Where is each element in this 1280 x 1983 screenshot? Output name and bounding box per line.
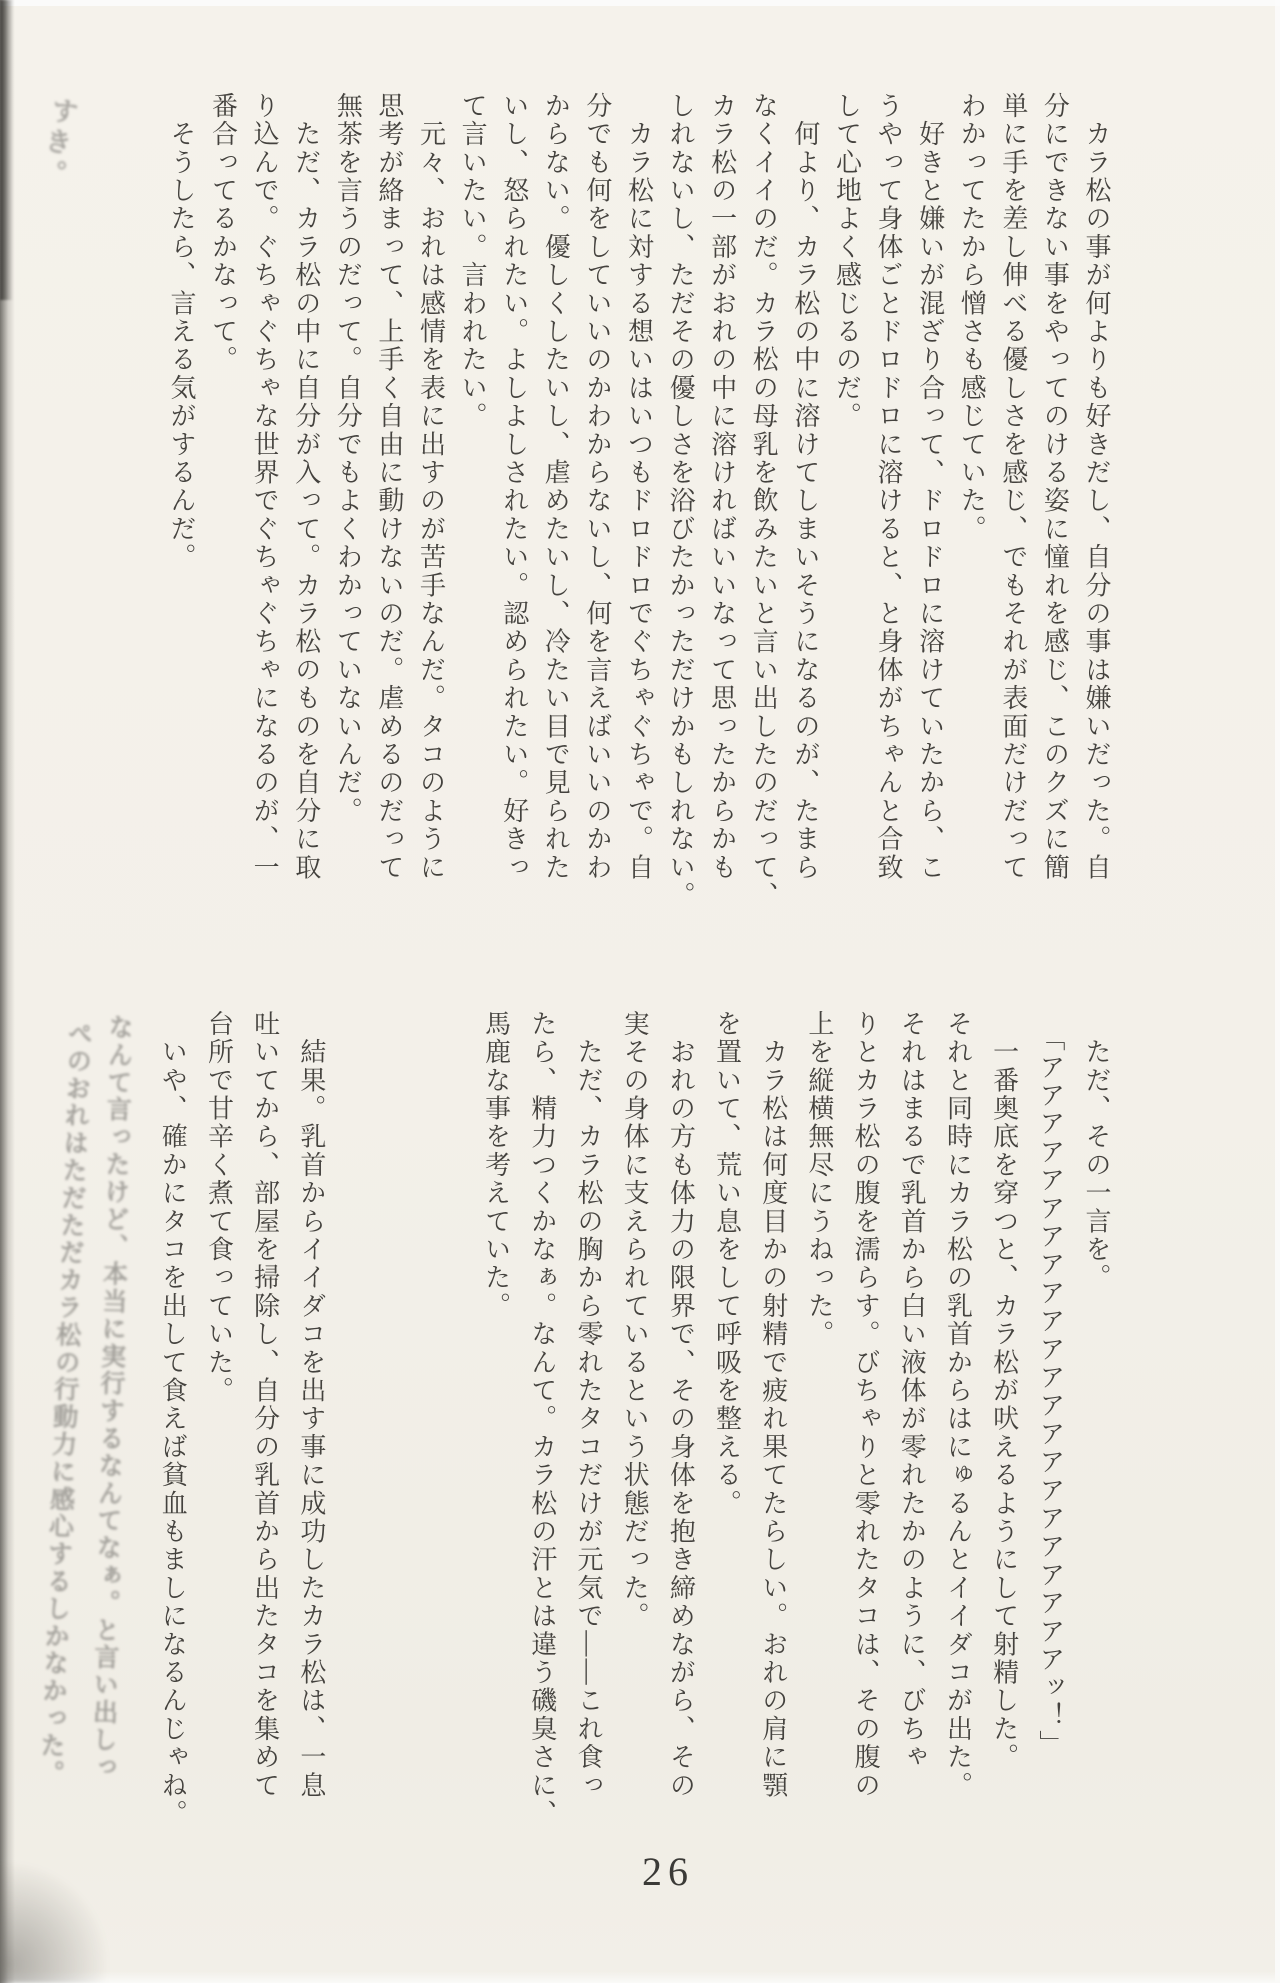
text-column: それと同時にカラ松の乳首からはにゅるんとイイダコが出た。 [943,1010,973,1800]
scan-smudge-bottom-left [0,1860,110,1983]
text-column [416,1010,462,1842]
text-column: たら、精力つくかなぁ。なんて。カラ松の汗とは違う磯臭さに、 [527,1010,557,1828]
text-column: 馬鹿な事を考えていた。 [481,1010,511,1321]
page-edge-right [1275,0,1280,1983]
text-column: 台所で甘辛く煮て食っていた。 [204,1010,234,1405]
text-column [370,1010,416,1842]
text-column: て言いたい。言われたい。 [458,92,488,431]
text-column: 思考が絡まって、上手く自由に動けないのだ。虐めるのだって [374,92,404,882]
text-column: そうしたら、言える気がするんだ。 [166,92,196,572]
text-column: 番合ってるかなって。 [208,92,238,374]
text-column: 結果。乳首からイイダコを出す事に成功したカラ松は、一息 [296,1010,326,1800]
ghost-text-column: ぺのおれはただただカラ松の行動力に感心するしかなかった。 [35,1019,92,1788]
page-edge-top [0,0,1280,6]
page-edge-bottom [0,1971,1280,1983]
text-column: いし、怒られたい。よしよしされたい。認められたい。好きっ [499,92,529,882]
text-column: 無茶を言うのだって。自分でもよくわかっていないんだ。 [333,92,363,826]
text-column: しれないし、ただその優しさを浴びたかっただけかもしれない。 [666,92,696,910]
text-column: それはまるで乳首から白い液体が零れたかのように、びちゃ [897,1010,927,1772]
text-column: 分でも何をしていいのかわからないし、何を言えばいいのかわ [582,92,612,882]
text-column: 上を縦横無尽にうねった。 [804,1010,834,1349]
text-column: を置いて、荒い息をして呼吸を整える。 [712,1010,742,1518]
text-column: ただ、カラ松の中に自分が入って。カラ松のものを自分に取 [291,92,321,882]
text-column [324,1010,370,1842]
text-column: ただ、その一言を。 [1082,1010,1111,1292]
text-column: おれの方も体力の限界で、その身体を抱き締めながら、その [666,1010,696,1800]
text-column: 何より、カラ松の中に溶けてしまいそうになるのが、たまら [790,92,820,882]
text-column: なくイイのだ。カラ松の母乳を飲みたいと言い出したのだって、 [749,92,779,910]
text-column: カラ松は何度目かの射精で疲れ果てたらしい。おれの肩に顎 [758,1010,788,1800]
text-column: カラ松の事が何よりも好きだし、自分の事は嫌いだった。自 [1082,92,1111,882]
margin-ghost-note: すき。 [32,94,80,192]
text-column: 実その身体に支えられているという状態だった。 [620,1010,650,1631]
text-column: 一番奥底を穿つと、カラ松が吠えるようにして射精した。 [989,1010,1019,1772]
text-column: 「アアアアアアアアアアアアアアアアアアアアアアッ！」 [1035,1010,1065,1759]
text-column: カラ松の一部がおれの中に溶ければいいなって思ったからかも [707,92,737,882]
text-block-upper [152,92,1109,924]
text-column: り込んで。ぐちゃぐちゃな世界でぐちゃぐちゃになるのが、一 [250,92,280,882]
text-column: からない。優しくしたいし、虐めたいし、冷たい目で見られた [541,92,571,882]
text-column: 分にできない事をやってのける姿に憧れを感じ、このクズに簡 [1040,92,1070,882]
text-column: 吐いてから、部屋を掃除し、自分の乳首から出たタコを集めて [250,1010,280,1800]
text-column: 好きと嫌いが混ざり合って、ドロドロに溶けていたから、こ [915,92,945,882]
text-block-lower [138,1010,1109,1842]
text-column: うやって身体ごとドロドロに溶けると、と身体がちゃんと合致 [874,92,904,882]
text-column: りとカラ松の腹を濡らす。びちゃりと零れたタコは、その腹の [851,1010,881,1800]
text-column: カラ松に対する想いはいつもドロドロでぐちゃぐちゃで。自 [624,92,654,882]
text-column: 元々、おれは感情を表に出すのが苦手なんだ。タコのように [416,92,446,882]
text-column: わかってたから憎さも感じていた。 [957,92,987,544]
text-column: 単に手を差し伸べる優しさを感じ、でもそれが表面だけだって [998,92,1028,882]
text-column: して心地よく感じるのだ。 [832,92,862,431]
text-column: いや、確かにタコを出して食えば貧血もましになるんじゃね。 [158,1010,188,1828]
ghost-text-column: なんて言ったけど、本当に実行するなんてなぁ。と言い出しっ [88,1013,133,1782]
text-column: ただ、カラ松の胸から零れたタコだけが元気で――これ食っ [573,1010,603,1800]
page-number: 26 [642,1849,694,1894]
scan-shadow-top-left [0,0,13,300]
